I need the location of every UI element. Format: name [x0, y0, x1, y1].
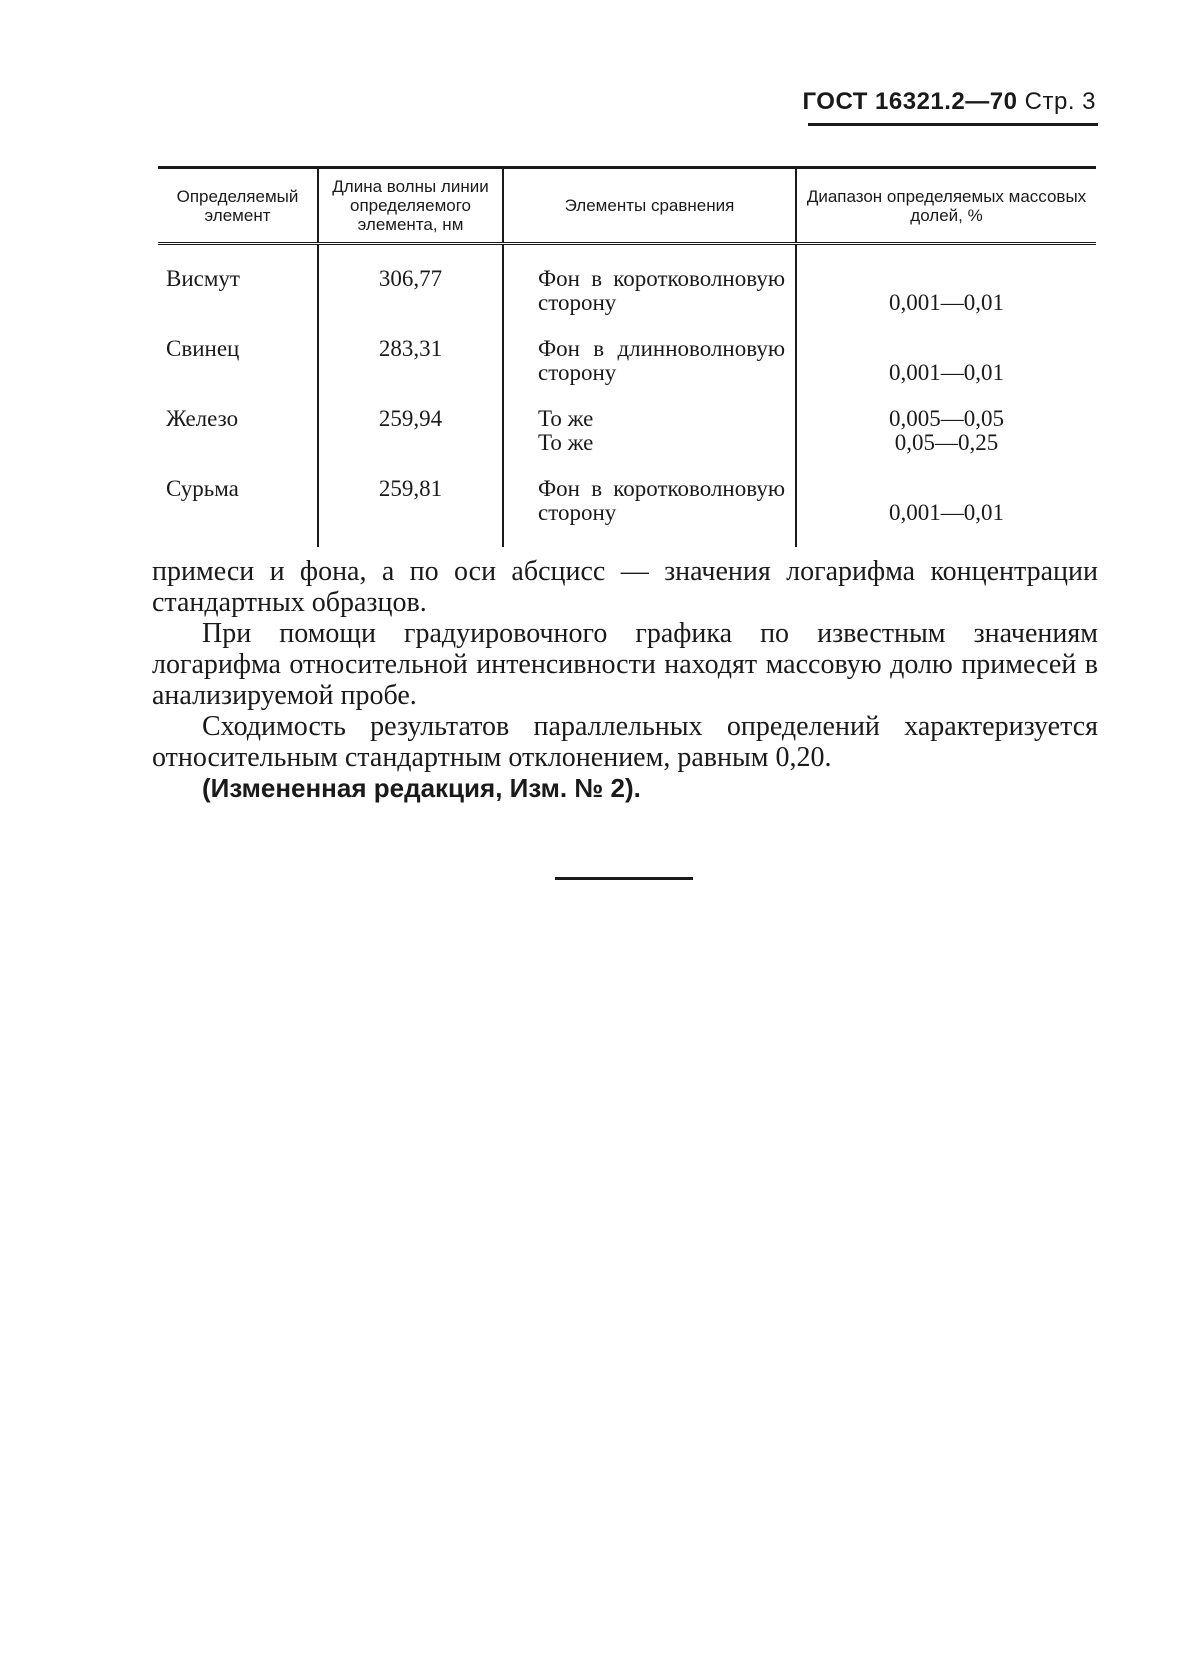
paragraph: При помощи градуировочного графика по известным значениям логарифма относительной интенсивности находят массовую долю примесей в анализируемой пробе.	[152, 618, 1098, 711]
table-row	[158, 244, 1096, 338]
cell-element: Висмут	[166, 266, 240, 291]
cell-wavelength: 259,81	[318, 477, 503, 547]
cell-element: Свинец	[166, 336, 240, 361]
column-header-range: Диапазон определяемых массовых долей, %	[796, 168, 1096, 244]
column-header-comparison: Элементы сравнения	[503, 168, 796, 244]
table-row	[158, 477, 1096, 547]
cell-comparison: Фон в коротковолновую сторону	[503, 477, 796, 547]
page-header	[803, 88, 1097, 116]
column-header-element: Определяемый элемент	[176, 186, 299, 225]
range-line-2: 0,05—0,25	[894, 430, 999, 455]
end-rule	[555, 877, 693, 880]
body-text	[152, 556, 1098, 804]
table-header-row	[158, 168, 1096, 244]
header-rule	[808, 123, 1098, 126]
page-number: Стр. 3	[1024, 88, 1096, 115]
standard-number: ГОСТ 16321.2—70	[802, 88, 1018, 115]
paragraph: Сходимость результатов параллельных определений характеризуется относительным стандартным отклонением, равным 0,20.	[152, 711, 1098, 773]
data-table	[158, 166, 1096, 547]
cell-range: 0,001—0,01	[796, 337, 1096, 407]
range-line-1: 0,005—0,05	[889, 406, 1004, 431]
cell-wavelength: 283,31	[318, 337, 503, 407]
column-header-wavelength: Длина волны линии определяемого элемента, нм	[318, 168, 503, 244]
cell-range	[796, 407, 1096, 477]
table-row	[158, 337, 1096, 407]
cell-comparison	[503, 407, 796, 477]
paragraph: примеси и фона, а по оси абсцисс — значения логарифма концентрации стандартных образцов.	[152, 556, 1098, 618]
comparison-line-1: То же	[538, 406, 594, 431]
cell-range: 0,001—0,01	[796, 244, 1096, 338]
cell-wavelength: 259,94	[318, 407, 503, 477]
cell-comparison: Фон в коротковолновую сторону	[503, 244, 796, 338]
cell-range: 0,001—0,01	[796, 477, 1096, 547]
table-row	[158, 407, 1096, 477]
cell-comparison: Фон в длинноволновую сторону	[503, 337, 796, 407]
comparison-line-2: То же	[538, 430, 594, 455]
cell-wavelength: 306,77	[318, 244, 503, 338]
amendment-note: (Измененная редакция, Изм. № 2).	[202, 773, 641, 803]
cell-element: Сурьма	[166, 476, 239, 501]
cell-element: Железо	[166, 406, 239, 431]
